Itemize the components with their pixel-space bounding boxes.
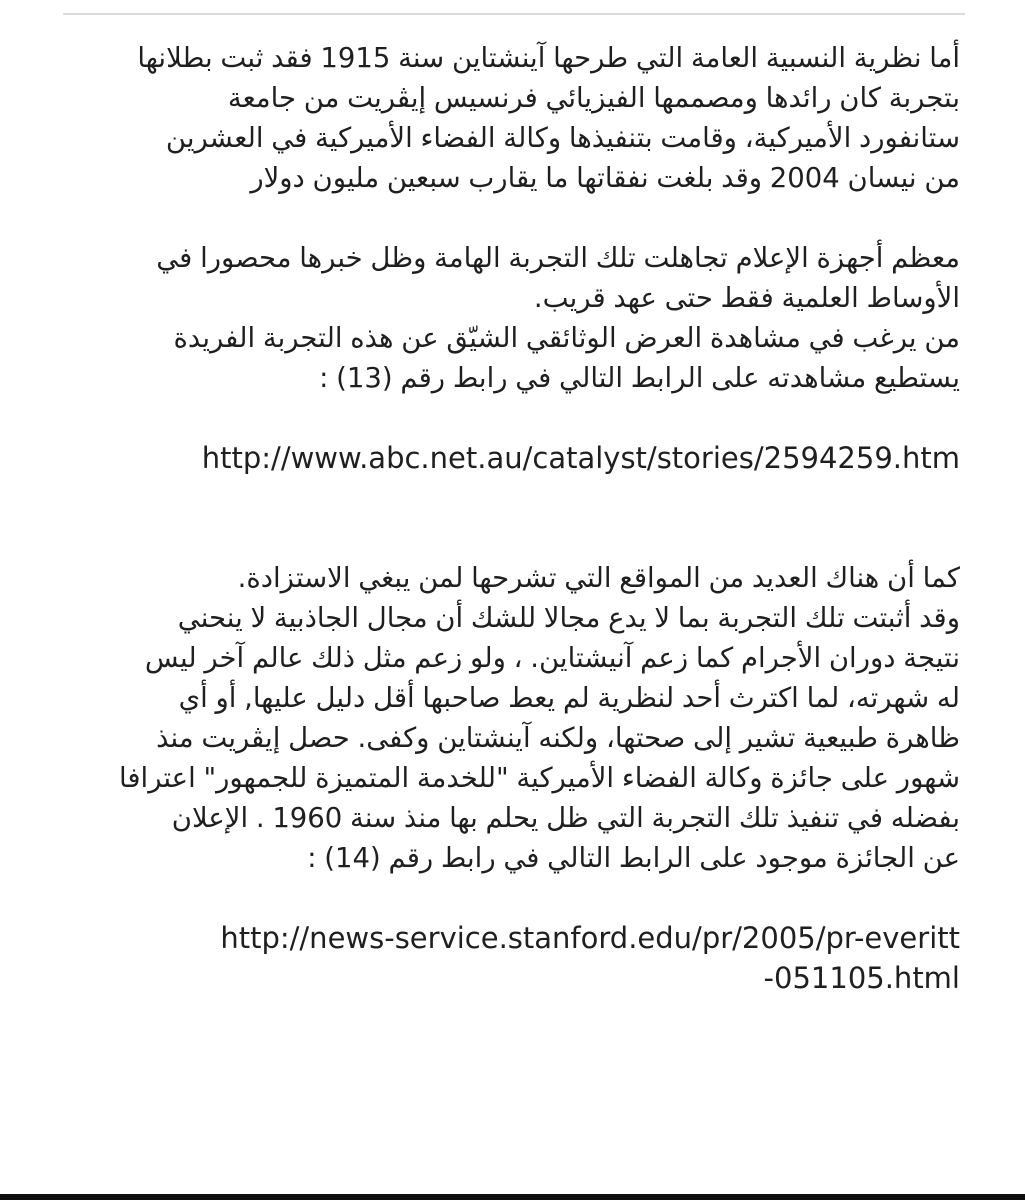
paragraph-media-coverage: معظم أجهزة الإعلام تجاهلت تلك التجربة الهامة وظل خبرها محصورا في الأوساط العلمية فقط حتى عهد قريب. من يرغب في مشاهدة العرض الوثائقي الشيّق عن هذه التجربة الفريدة يستطيع مشاهدته على الرابط التالي في رابط رقم (13) :	[156, 242, 960, 394]
bottom-edge-bar	[0, 1194, 1025, 1200]
link-stanford-news[interactable]: http://news-service.stanford.edu/pr/2005/pr-everitt -051105.html	[220, 921, 960, 995]
paragraph-award: كما أن هناك العديد من المواقع التي تشرحها لمن يبغي الاستزادة. وقد أثبتت تلك التجربة بما لا يدع مجالا للشك أن مجال الجاذبية لا ينحني نتيجة دوران الأجرام كما زعم آنيشتاين. ، ولو زعم مثل ذلك عالم آخر ليس له شهرته، لما اكترث أحد لنظرية لم يعط صاحبها أقل دليل عليها, أو أي ظاهرة طبيعية تشير إلى صحتها، ولكنه آينشتاين وكفى. حصل إيڤريت منذ شهور على جائزة وكالة الفضاء الأميركية "للخدمة المتميزة للجمهور" اعترافا بفضله في تنفيذ تلك التجربة التي ظل يحلم بها منذ سنة 1960 . الإعلان عن الجائزة موجود على الرابط التالي في رابط رقم (14) :	[119, 562, 960, 874]
article-body	[64, 38, 960, 998]
link-abc-catalyst[interactable]: http://www.abc.net.au/catalyst/stories/2594259.htm	[201, 441, 960, 475]
spacer	[64, 478, 960, 558]
top-divider	[63, 13, 965, 15]
paragraph-relativity-experiment: أما نظرية النسبية العامة التي طرحها آينشتاين سنة 1915 فقد ثبت بطلانها بتجربة كان رائدها ومصممها الفيزيائي فرنسيس إيڤريت من جامعة ستانفورد الأميركية، وقامت بتنفيذها وكالة الفضاء الأميركية في العشرين من نيسان 2004 وقد بلغت نفقاتها ما يقارب سبعين مليون دولار	[137, 42, 960, 194]
spacer	[64, 198, 960, 238]
spacer	[64, 398, 960, 438]
spacer	[64, 878, 960, 918]
